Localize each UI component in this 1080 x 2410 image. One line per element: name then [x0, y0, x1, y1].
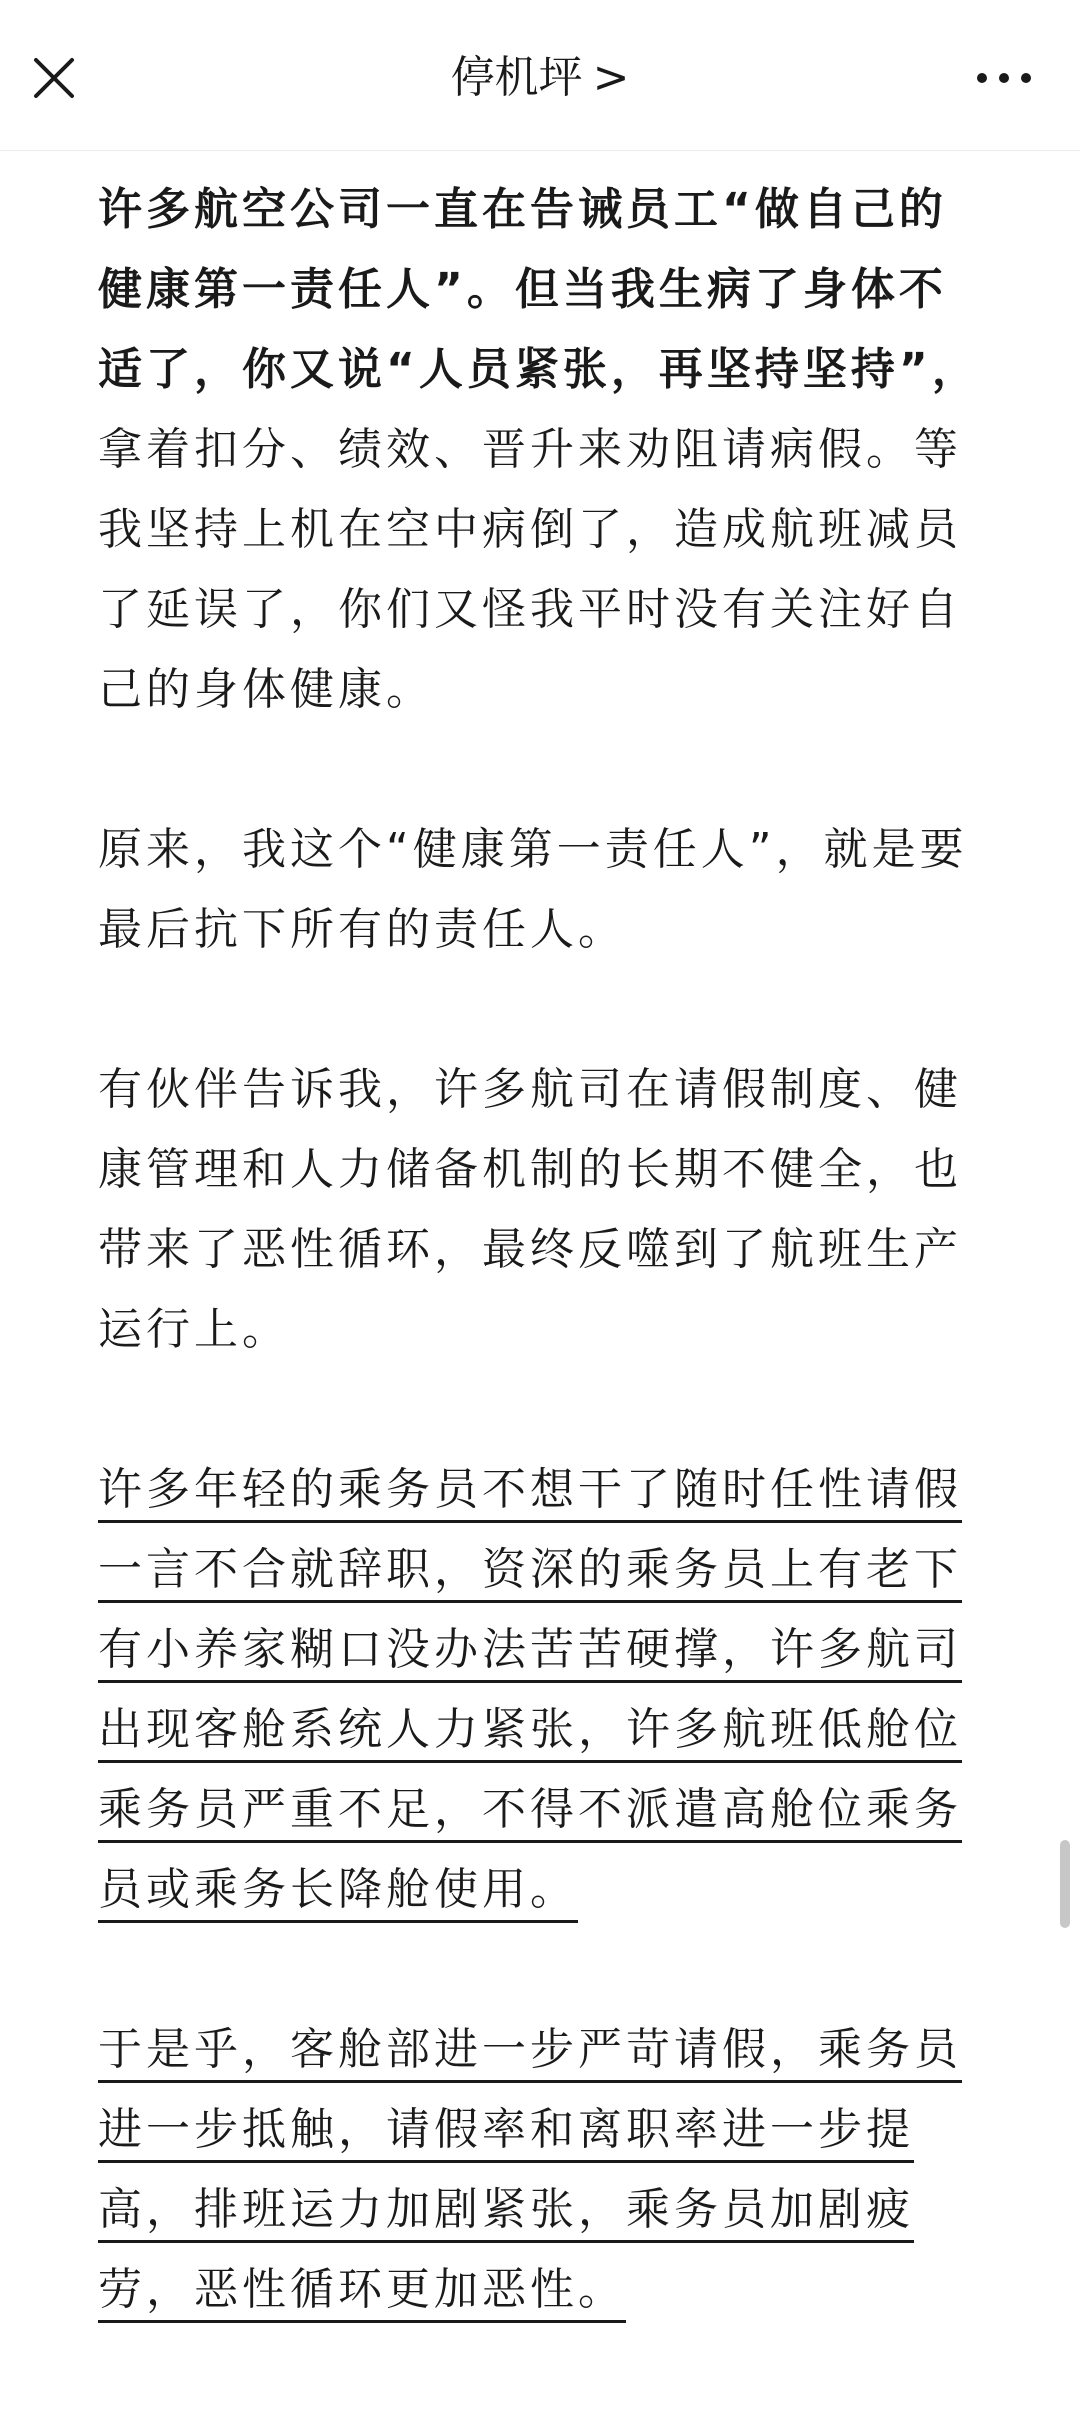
chevron-right-icon: > [592, 52, 630, 103]
paragraph-3-text: 有伙伴告诉我，许多航司在请假制度、健康管理和人力储备机制的长期不健全，也带来了恶性循环，最终反噬到了航班生产运行上。 [98, 1064, 962, 1355]
scrollbar-thumb[interactable] [1060, 1840, 1070, 1928]
paragraph-1-rest: 拿着扣分、绩效、晋升来劝阻请病假。等我坚持上机在空中病倒了，造成航班减员了延误了，你们又怪我平时没有关注好自己的身体健康。 [98, 424, 962, 715]
article-body [98, 170, 982, 2410]
page-title: 停机坪 [450, 52, 583, 103]
paragraph-5-underlined-text: 于是乎，客舱部进一步严苛请假，乘务员进一步抵触，请假率和离职率进一步提高，排班运力加剧紧张，乘务员加剧疲劳，恶性循环更加恶性。 [98, 2024, 962, 2315]
more-button[interactable] [974, 64, 1034, 92]
paragraph-2 [98, 810, 982, 970]
paragraph-1 [98, 170, 982, 730]
paragraph-4-underlined-text: 许多年轻的乘务员不想干了随时任性请假一言不合就辞职，资深的乘务员上有老下有小养家糊口没办法苦苦硬撑，许多航司出现客舱系统人力紧张，许多航班低舱位乘务员严重不足，不得不派遣高舱位乘务员或乘务长降舱使用。 [98, 1464, 962, 1915]
more-icon [974, 64, 1034, 92]
top-bar [0, 0, 1080, 151]
paragraph-1-bold: 许多航空公司一直在告诫员工“做自己的健康第一责任人”。但当我生病了身体不适了，你又说“人员紧张，再坚持坚持”， [98, 184, 980, 395]
paragraph-2-text: 原来，我这个“健康第一责任人”，就是要最后抗下所有的责任人。 [98, 824, 968, 955]
account-title-link[interactable] [0, 48, 1080, 108]
paragraph-4 [98, 1450, 982, 1930]
paragraph-3 [98, 1050, 982, 1370]
paragraph-5 [98, 2010, 982, 2330]
